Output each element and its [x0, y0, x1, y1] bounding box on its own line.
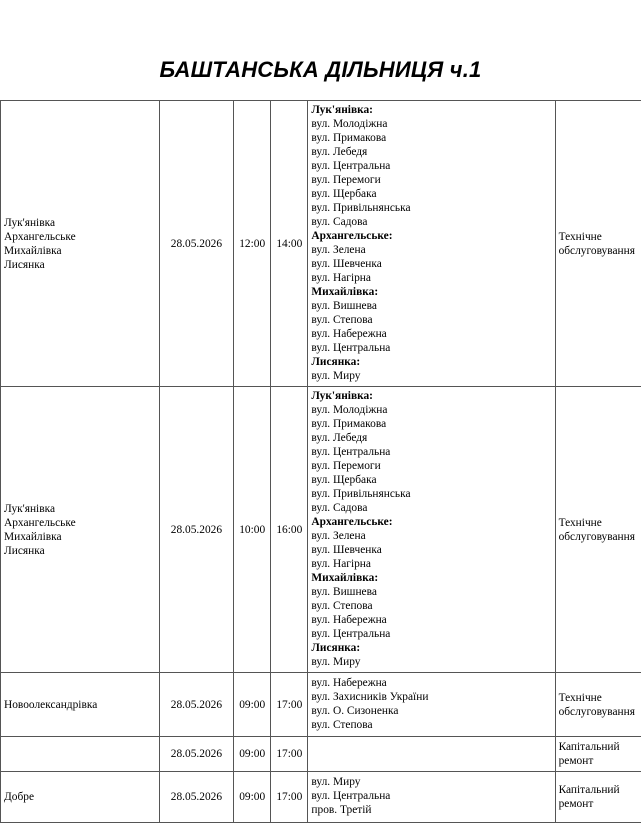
street-name: вул. Примакова [311, 131, 387, 144]
street-name: вул. Шевченка [311, 543, 382, 556]
work-type-text: Капітальний [558, 741, 620, 753]
table-row [1, 387, 641, 673]
locality-name: Добре [4, 791, 35, 803]
street-name: вул. Лебедя [311, 145, 368, 158]
work-type-text: обслуговування [558, 705, 635, 718]
settlement-heading: Архангельське: [311, 229, 393, 242]
work-type-text: обслуговування [558, 244, 635, 257]
date-cell: 28.05.2026 [159, 101, 233, 387]
street-name: вул. Набережна [311, 327, 387, 340]
locality-cell [1, 772, 160, 823]
street-name: вул. Центральна [311, 627, 391, 640]
street-name: вул. Центральна [311, 445, 391, 458]
locality-name: Лисянка [4, 258, 45, 271]
locality-cell [1, 673, 160, 737]
street-name: вул. Миру [311, 655, 361, 668]
locality-name: Лук'янівка [4, 502, 56, 515]
date-cell: 28.05.2026 [159, 772, 233, 823]
settlement-heading: Лисянка: [311, 355, 361, 368]
street-name: вул. Перемоги [311, 459, 381, 472]
work-type-text: Технічне [558, 516, 602, 529]
street-name: вул. Нагірна [311, 271, 371, 284]
street-name: вул. Лебедя [311, 431, 368, 444]
street-name: вул. Центральна [311, 790, 391, 802]
street-name: вул. Центральна [311, 341, 391, 354]
work-type-cell [555, 772, 641, 823]
locality-name: Архангельське [4, 230, 76, 243]
locality-name: Архангельське [4, 516, 76, 529]
street-name: вул. Степова [311, 718, 373, 731]
date-cell: 28.05.2026 [159, 387, 233, 673]
locality-name: Михайлівка [4, 244, 62, 257]
street-name: вул. Примакова [311, 417, 387, 430]
street-name: вул. Садова [311, 501, 368, 514]
street-name: вул. Зелена [311, 243, 366, 256]
street-name: вул. Набережна [311, 676, 387, 689]
street-name: вул. Щербака [311, 473, 377, 486]
street-name: вул. Вишнева [311, 299, 377, 312]
streets-cell [308, 673, 555, 737]
street-name: вул. Захисників України [311, 690, 429, 703]
work-type-text: обслуговування [558, 530, 635, 543]
locality-cell [1, 737, 160, 772]
street-name: вул. Перемоги [311, 173, 381, 186]
locality-name: Новоолександрівка [4, 698, 98, 711]
street-name: вул. Центральна [311, 159, 391, 172]
street-name: вул. Молодіжна [311, 403, 388, 416]
work-type-text: Капітальний [558, 784, 620, 796]
street-name: вул. Привільнянська [311, 487, 411, 500]
settlement-heading: Михайлівка: [311, 571, 379, 584]
table-body [1, 101, 641, 823]
street-name: вул. Щербака [311, 187, 377, 200]
streets-cell [308, 737, 555, 772]
streets-list [311, 676, 551, 734]
work-type-text: ремонт [558, 798, 594, 810]
street-name: вул. Зелена [311, 529, 366, 542]
start-time-cell: 10:00 [234, 387, 271, 673]
streets-list [311, 775, 551, 819]
street-name: вул. Шевченка [311, 257, 382, 270]
streets-list [311, 753, 551, 755]
streets-cell [308, 387, 555, 673]
street-name: вул. О. Сизоненка [311, 704, 399, 717]
street-name: вул. Миру [311, 369, 361, 382]
outage-schedule-table [0, 100, 641, 823]
street-name: вул. Набережна [311, 613, 387, 626]
street-name: вул. Степова [311, 313, 373, 326]
street-name: пров. Третій [311, 804, 372, 816]
street-name: вул. Степова [311, 599, 373, 612]
table-row [1, 673, 641, 737]
work-type-cell [555, 387, 641, 673]
locality-name: Лук'янівка [4, 216, 56, 229]
table-row [1, 737, 641, 772]
streets-cell [308, 101, 555, 387]
locality-name: Михайлівка [4, 530, 62, 543]
end-time-cell: 17:00 [271, 673, 308, 737]
work-type-cell [555, 737, 641, 772]
settlement-heading: Лук'янівка: [311, 103, 373, 116]
street-name: вул. Молодіжна [311, 117, 388, 130]
streets-list [311, 389, 551, 671]
street-name: вул. Садова [311, 215, 368, 228]
settlement-heading: Архангельське: [311, 515, 393, 528]
start-time-cell: 09:00 [234, 673, 271, 737]
settlement-heading: Лисянка: [311, 641, 361, 654]
page-title: БАШТАНСЬКА ДІЛЬНИЦЯ ч.1 [159, 57, 482, 82]
work-type-cell [555, 101, 641, 387]
end-time-cell: 16:00 [271, 387, 308, 673]
streets-list [311, 103, 551, 385]
start-time-cell: 09:00 [234, 737, 271, 772]
end-time-cell: 17:00 [271, 772, 308, 823]
date-cell: 28.05.2026 [159, 737, 233, 772]
settlement-heading: Михайлівка: [311, 285, 379, 298]
locality-name: Лисянка [4, 544, 45, 557]
work-type-text: Технічне [558, 230, 602, 243]
end-time-cell: 17:00 [271, 737, 308, 772]
street-name: вул. Нагірна [311, 557, 371, 570]
street-name: вул. Миру [311, 776, 361, 788]
work-type-text: Технічне [558, 691, 602, 704]
streets-cell [308, 772, 555, 823]
date-cell: 28.05.2026 [159, 673, 233, 737]
table-row [1, 101, 641, 387]
work-type-cell [555, 673, 641, 737]
locality-cell [1, 101, 160, 387]
locality-cell [1, 387, 160, 673]
table-row [1, 772, 641, 823]
settlement-heading: Лук'янівка: [311, 389, 373, 402]
start-time-cell: 12:00 [234, 101, 271, 387]
street-name: вул. Вишнева [311, 585, 377, 598]
work-type-text: ремонт [558, 755, 594, 767]
end-time-cell: 14:00 [271, 101, 308, 387]
start-time-cell: 09:00 [234, 772, 271, 823]
street-name: вул. Привільнянська [311, 201, 411, 214]
